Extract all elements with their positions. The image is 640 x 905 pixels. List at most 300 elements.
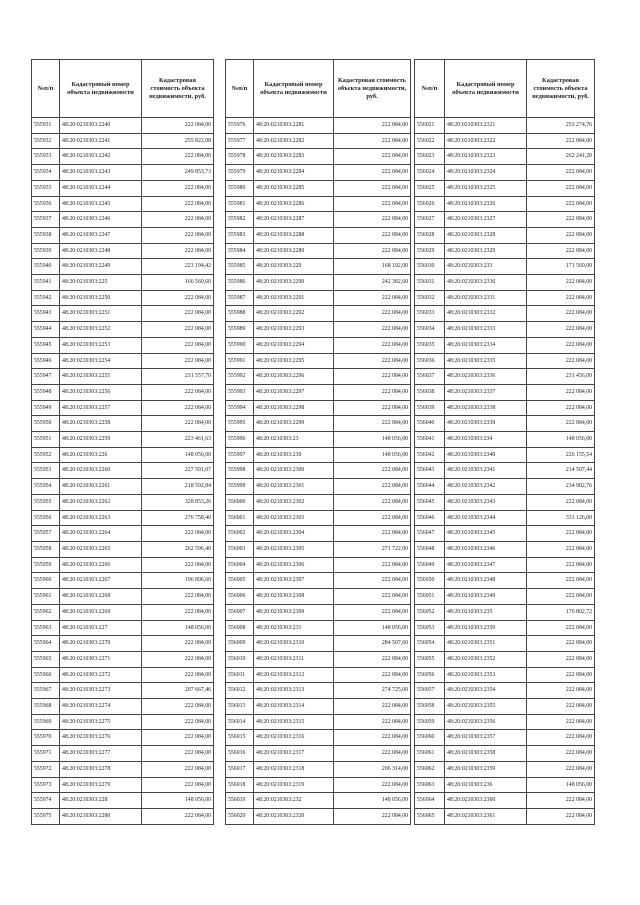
cadastral-value-cell: 222 084,00 [527,494,595,510]
cadastral-number-cell: 48:20:0210303:2282 [254,133,334,149]
table-row [32,636,214,652]
table-row [226,683,411,699]
cadastral-value-cell: 222 084,00 [142,526,214,542]
table-row [226,494,411,510]
cadastral-value-cell: 333 126,00 [527,510,595,526]
cadastral-value-cell: 222 084,00 [142,212,214,228]
row-number-cell: 555990 [226,337,254,353]
row-number-cell: 556032 [415,290,445,306]
row-number-cell: 556004 [226,557,254,573]
table-row [32,526,214,542]
table-row [32,227,214,243]
table-row [415,384,595,400]
cadastral-number-cell: 48:20:0210303:2286 [254,196,334,212]
row-number-cell: 555989 [226,322,254,338]
table-row [415,463,595,479]
row-number-cell: 555975 [32,808,60,824]
cadastral-value-cell: 284 507,60 [334,636,411,652]
cadastral-value-cell: 231 557,70 [142,369,214,385]
row-number-cell: 556014 [226,714,254,730]
table-row [226,180,411,196]
row-number-cell: 556003 [226,541,254,557]
cadastral-value-cell: 222 084,00 [142,384,214,400]
cadastral-value-cell: 148 056,00 [142,447,214,463]
cadastral-value-cell: 222 084,00 [527,651,595,667]
cadastral-value-cell: 222 084,00 [334,589,411,605]
header-cadastral-number: Кадастровый номер объекта недвижимости [60,60,142,118]
row-number-cell: 556030 [415,259,445,275]
table-row [226,463,411,479]
row-number-cell: 555961 [32,589,60,605]
cadastral-number-cell: 48:20:0210303:2341 [445,463,527,479]
row-number-cell: 556035 [415,337,445,353]
cadastral-number-cell: 48:20:0210303:2352 [445,651,527,667]
table-row [226,416,411,432]
cadastral-number-cell: 48:20:0210303:2248 [60,243,142,259]
cadastral-number-cell: 48:20:0210303:2243 [60,165,142,181]
cadastral-value-cell: 222 084,00 [334,699,411,715]
cadastral-value-cell: 222 084,00 [527,808,595,824]
cadastral-value-cell: 222 084,00 [142,557,214,573]
row-number-cell: 555957 [32,526,60,542]
table-row [226,118,411,134]
table-row [226,133,411,149]
cadastral-value-cell: 222 084,00 [527,526,595,542]
table-row [226,353,411,369]
cadastral-number-cell: 48:20:0210303:2280 [60,808,142,824]
cadastral-value-cell: 222 084,00 [142,636,214,652]
row-number-cell: 556050 [415,573,445,589]
row-number-cell: 555967 [32,683,60,699]
row-number-cell: 556053 [415,620,445,636]
cadastral-number-cell: 48:20:0210303:2271 [60,651,142,667]
row-number-cell: 555976 [226,118,254,134]
table-row [32,337,214,353]
table-row [415,683,595,699]
cadastral-number-cell: 48:20:0210303:2242 [60,149,142,165]
row-number-cell: 555938 [32,227,60,243]
row-number-cell: 555955 [32,494,60,510]
row-number-cell: 556012 [226,683,254,699]
cadastral-number-cell: 48:20:0210303:2359 [445,761,527,777]
row-number-cell: 556007 [226,604,254,620]
cadastral-number-cell: 48:20:0210303:2274 [60,699,142,715]
row-number-cell: 556028 [415,227,445,243]
table-row [226,557,411,573]
cadastral-number-cell: 48:20:0210303:2350 [445,620,527,636]
table-row [415,243,595,259]
row-number-cell: 555993 [226,384,254,400]
cadastral-number-cell: 48:20:0210303:2241 [60,133,142,149]
cadastral-number-cell: 48:20:0210303:2265 [60,541,142,557]
cadastral-value-cell: 262 241,20 [527,149,595,165]
table-row [415,180,595,196]
cadastral-number-cell: 48:20:0210303:2244 [60,180,142,196]
row-number-cell: 555952 [32,447,60,463]
cadastral-value-cell: 148 056,00 [334,447,411,463]
cadastral-value-cell: 222 084,00 [527,227,595,243]
table-row [226,306,411,322]
row-number-cell: 555958 [32,541,60,557]
cadastral-value-cell: 271 722,00 [334,541,411,557]
cadastral-value-cell: 222 084,00 [142,180,214,196]
table-row [415,306,595,322]
table-row [415,699,595,715]
table-row [32,746,214,762]
row-number-cell: 555947 [32,369,60,385]
cadastral-value-cell: 222 084,00 [334,667,411,683]
cadastral-value-cell: 222 084,00 [334,290,411,306]
table-row [415,447,595,463]
row-number-cell: 556036 [415,353,445,369]
cadastral-value-cell: 227 591,07 [142,463,214,479]
cadastral-value-cell: 222 084,00 [527,180,595,196]
cadastral-number-cell: 48:20:0210303:2343 [445,494,527,510]
cadastral-number-cell: 48:20:0210303:227 [60,620,142,636]
cadastral-number-cell: 48:20:0210303:231 [254,620,334,636]
table-row [226,149,411,165]
table-row [32,149,214,165]
cadastral-value-cell: 222 084,00 [334,808,411,824]
cadastral-number-cell: 48:20:0210303:2278 [60,761,142,777]
cadastral-value-cell: 231 456,00 [527,369,595,385]
cadastral-value-cell: 222 084,00 [334,526,411,542]
cadastral-number-cell: 48:20:0210303:2306 [254,557,334,573]
cadastral-value-cell: 222 084,00 [142,699,214,715]
row-number-cell: 555951 [32,432,60,448]
table-row [415,133,595,149]
cadastral-value-cell: 222 084,00 [334,463,411,479]
cadastral-number-cell: 48:20:0210303:2266 [60,557,142,573]
table-row [415,746,595,762]
row-number-cell: 555964 [32,636,60,652]
cadastral-number-cell: 48:20:0210303:2264 [60,526,142,542]
cadastral-number-cell: 48:20:0210303:2304 [254,526,334,542]
table-row [226,777,411,793]
cadastral-number-cell: 48:20:0210303:2275 [60,714,142,730]
table-row [415,667,595,683]
cadastral-value-cell: 222 084,00 [334,746,411,762]
cadastral-number-cell: 48:20:0210303:2308 [254,589,334,605]
table-row [32,353,214,369]
cadastral-number-cell: 48:20:0210303:2249 [60,259,142,275]
cadastral-number-cell: 48:20:0210303:2284 [254,165,334,181]
cadastral-value-cell: 222 084,00 [334,306,411,322]
row-number-cell: 555979 [226,165,254,181]
cadastral-number-cell: 48:20:0210303:2342 [445,479,527,495]
row-number-cell: 556022 [415,133,445,149]
cadastral-value-cell: 253 274,76 [527,118,595,134]
row-number-cell: 555983 [226,227,254,243]
cadastral-number-cell: 48:20:0210303:2301 [254,479,334,495]
row-number-cell: 555932 [32,133,60,149]
cadastral-value-cell: 262 596,40 [142,541,214,557]
row-number-cell: 556060 [415,730,445,746]
cadastral-number-cell: 48:20:0210303:2319 [254,777,334,793]
cadastral-number-cell: 48:20:0210303:2360 [445,793,527,809]
row-number-cell: 556026 [415,196,445,212]
row-number-cell: 555960 [32,573,60,589]
table-row [415,165,595,181]
cadastral-number-cell: 48:20:0210303:2290 [254,275,334,291]
cadastral-value-cell: 222 084,00 [527,541,595,557]
cadastral-value-cell: 222 084,00 [142,714,214,730]
row-number-cell: 555966 [32,667,60,683]
cadastral-number-cell: 48:20:0210303:2331 [445,290,527,306]
row-number-cell: 555941 [32,275,60,291]
cadastral-value-cell: 222 084,00 [527,636,595,652]
cadastral-number-cell: 48:20:0210303:2336 [445,369,527,385]
table-row [32,118,214,134]
cadastral-value-cell: 222 084,00 [142,118,214,134]
table-row [32,165,214,181]
table-row [32,416,214,432]
cadastral-value-cell: 222 084,00 [527,243,595,259]
table-row [32,667,214,683]
cadastral-number-cell: 48:20:0210303:233 [445,259,527,275]
cadastral-number-cell: 48:20:0210303:2330 [445,275,527,291]
cadastral-number-cell: 48:20:0210303:2250 [60,290,142,306]
row-number-cell: 555948 [32,384,60,400]
table-row [32,306,214,322]
cadastral-number-cell: 48:20:0210303:2349 [445,589,527,605]
row-number-cell: 555970 [32,730,60,746]
row-number-cell: 556011 [226,667,254,683]
cadastral-value-cell: 222 084,00 [527,322,595,338]
row-number-cell: 555999 [226,479,254,495]
cadastral-number-cell: 48:20:0210303:2348 [445,573,527,589]
cadastral-number-cell: 48:20:0210303:2272 [60,667,142,683]
cadastral-number-cell: 48:20:0210303:2327 [445,212,527,228]
row-number-cell: 555935 [32,180,60,196]
cadastral-value-cell: 234 902,76 [527,479,595,495]
cadastral-value-cell: 222 084,00 [142,604,214,620]
row-number-cell: 556006 [226,589,254,605]
row-number-cell: 556064 [415,793,445,809]
cadastral-number-cell: 48:20:0210303:2344 [445,510,527,526]
cadastral-number-cell: 48:20:0210303:2257 [60,400,142,416]
cadastral-number-cell: 48:20:0210303:2263 [60,510,142,526]
row-number-cell: 555959 [32,557,60,573]
cadastral-value-cell: 222 084,00 [334,777,411,793]
cadastral-value-cell: 222 084,00 [527,557,595,573]
table-row [415,337,595,353]
row-number-cell: 556027 [415,212,445,228]
cadastral-value-cell: 222 084,00 [142,746,214,762]
cadastral-number-cell: 48:20:0210303:2322 [445,133,527,149]
cadastral-value-cell: 222 084,00 [142,416,214,432]
table-row [415,118,595,134]
cadastral-table-3 [414,59,595,825]
cadastral-value-cell: 222 084,00 [142,761,214,777]
cadastral-number-cell: 48:20:0210303:2354 [445,683,527,699]
table-row [415,714,595,730]
cadastral-number-cell: 48:20:0210303:2358 [445,746,527,762]
table-row [415,730,595,746]
cadastral-value-cell: 222 084,00 [142,243,214,259]
cadastral-value-cell: 222 084,00 [334,573,411,589]
row-number-cell: 556031 [415,275,445,291]
table-row [32,651,214,667]
cadastral-number-cell: 48:20:0210303:2277 [60,746,142,762]
table-header-row [32,60,214,118]
cadastral-number-cell: 48:20:0210303:2303 [254,510,334,526]
cadastral-number-cell: 48:20:0210303:2310 [254,636,334,652]
row-number-cell: 556043 [415,463,445,479]
table-row [226,259,411,275]
cadastral-value-cell: 222 084,00 [527,290,595,306]
table-row [415,479,595,495]
cadastral-value-cell: 222 084,00 [334,479,411,495]
row-number-cell: 556019 [226,793,254,809]
table-row [32,541,214,557]
table-row [415,777,595,793]
cadastral-table-1 [31,59,214,825]
row-number-cell: 556005 [226,573,254,589]
row-number-cell: 555942 [32,290,60,306]
table-row [32,573,214,589]
row-number-cell: 555986 [226,275,254,291]
table-row [226,369,411,385]
table-row [32,133,214,149]
row-number-cell: 555950 [32,416,60,432]
row-number-cell: 556020 [226,808,254,824]
header-cadastral-number: Кадастровый номер объекта недвижимости [254,60,334,118]
cadastral-number-cell: 48:20:0210303:2273 [60,683,142,699]
cadastral-value-cell: 226 155,54 [527,447,595,463]
table-row [415,416,595,432]
cadastral-number-cell: 48:20:0210303:2338 [445,400,527,416]
table-row [415,573,595,589]
cadastral-value-cell: 222 084,00 [334,227,411,243]
row-number-cell: 555934 [32,165,60,181]
row-number-cell: 556023 [415,149,445,165]
cadastral-number-cell: 48:20:0210303:2294 [254,337,334,353]
row-number-cell: 556054 [415,636,445,652]
table-row [32,322,214,338]
cadastral-number-cell: 48:20:0210303:2268 [60,589,142,605]
cadastral-value-cell: 242 382,60 [334,275,411,291]
cadastral-value-cell: 222 084,00 [527,699,595,715]
cadastral-number-cell: 48:20:0210303:2311 [254,651,334,667]
cadastral-number-cell: 48:20:0210303:2337 [445,384,527,400]
table-row [32,196,214,212]
cadastral-value-cell: 223 194,42 [142,259,214,275]
row-number-cell: 556018 [226,777,254,793]
row-number-cell: 556057 [415,683,445,699]
row-number-cell: 556009 [226,636,254,652]
cadastral-number-cell: 48:20:0210303:2346 [445,541,527,557]
row-number-cell: 555954 [32,479,60,495]
cadastral-number-cell: 48:20:0210303:2309 [254,604,334,620]
cadastral-value-cell: 222 084,00 [527,275,595,291]
cadastral-value-cell: 222 084,00 [142,290,214,306]
cadastral-value-cell: 222 084,00 [334,353,411,369]
table-row [226,699,411,715]
cadastral-number-cell: 48:20:0210303:2295 [254,353,334,369]
cadastral-value-cell: 222 084,00 [142,353,214,369]
row-number-cell: 555968 [32,699,60,715]
row-number-cell: 555940 [32,259,60,275]
row-number-cell: 556042 [415,447,445,463]
cadastral-value-cell: 176 802,72 [527,604,595,620]
table-row [226,337,411,353]
row-number-cell: 555991 [226,353,254,369]
table-row [32,714,214,730]
cadastral-number-cell: 48:20:0210303:2279 [60,777,142,793]
table-row [32,510,214,526]
table-row [415,259,595,275]
cadastral-number-cell: 48:20:0210303:2312 [254,667,334,683]
row-number-cell: 556058 [415,699,445,715]
table-row [226,275,411,291]
row-number-cell: 556049 [415,557,445,573]
cadastral-value-cell: 222 084,00 [527,337,595,353]
cadastral-number-cell: 48:20:0210303:2288 [254,227,334,243]
row-number-cell: 556001 [226,510,254,526]
cadastral-number-cell: 48:20:0210303:2251 [60,306,142,322]
table-row [226,573,411,589]
cadastral-number-cell: 48:20:0210303:2252 [60,322,142,338]
table-row [415,589,595,605]
cadastral-value-cell: 222 084,00 [142,777,214,793]
table-row [32,557,214,573]
cadastral-number-cell: 48:20:0210303:2299 [254,416,334,432]
table-row [226,808,411,824]
cadastral-value-cell: 196 806,60 [142,573,214,589]
table-row [32,212,214,228]
row-number-cell: 556000 [226,494,254,510]
cadastral-value-cell: 222 084,00 [527,589,595,605]
row-number-cell: 555963 [32,620,60,636]
table-row [32,808,214,824]
cadastral-value-cell: 222 084,00 [527,400,595,416]
cadastral-number-cell: 48:20:0210303:2305 [254,541,334,557]
cadastral-number-cell: 48:20:0210303:225 [60,275,142,291]
table-row [32,447,214,463]
row-number-cell: 555978 [226,149,254,165]
table-row [415,400,595,416]
cadastral-value-cell: 222 084,00 [142,322,214,338]
cadastral-number-cell: 48:20:0210303:2316 [254,730,334,746]
row-number-cell: 556044 [415,479,445,495]
header-number: №п/п [415,60,445,118]
table-row [226,604,411,620]
cadastral-value-cell: 148 056,00 [142,793,214,809]
row-number-cell: 555982 [226,212,254,228]
cadastral-number-cell: 48:20:0210303:2323 [445,149,527,165]
cadastral-value-cell: 222 084,00 [142,149,214,165]
table-row [415,369,595,385]
table-row [226,793,411,809]
table-row [415,526,595,542]
table-row [415,290,595,306]
row-number-cell: 555984 [226,243,254,259]
row-number-cell: 555933 [32,149,60,165]
row-number-cell: 555972 [32,761,60,777]
cadastral-number-cell: 48:20:0210303:2270 [60,636,142,652]
table-row [226,667,411,683]
row-number-cell: 555981 [226,196,254,212]
cadastral-value-cell: 171 560,00 [527,259,595,275]
row-number-cell: 556037 [415,369,445,385]
row-number-cell: 556045 [415,494,445,510]
table-row [32,761,214,777]
cadastral-value-cell: 148 056,00 [334,793,411,809]
cadastral-number-cell: 48:20:0210303:2292 [254,306,334,322]
cadastral-number-cell: 48:20:0210303:2291 [254,290,334,306]
table-row [415,494,595,510]
